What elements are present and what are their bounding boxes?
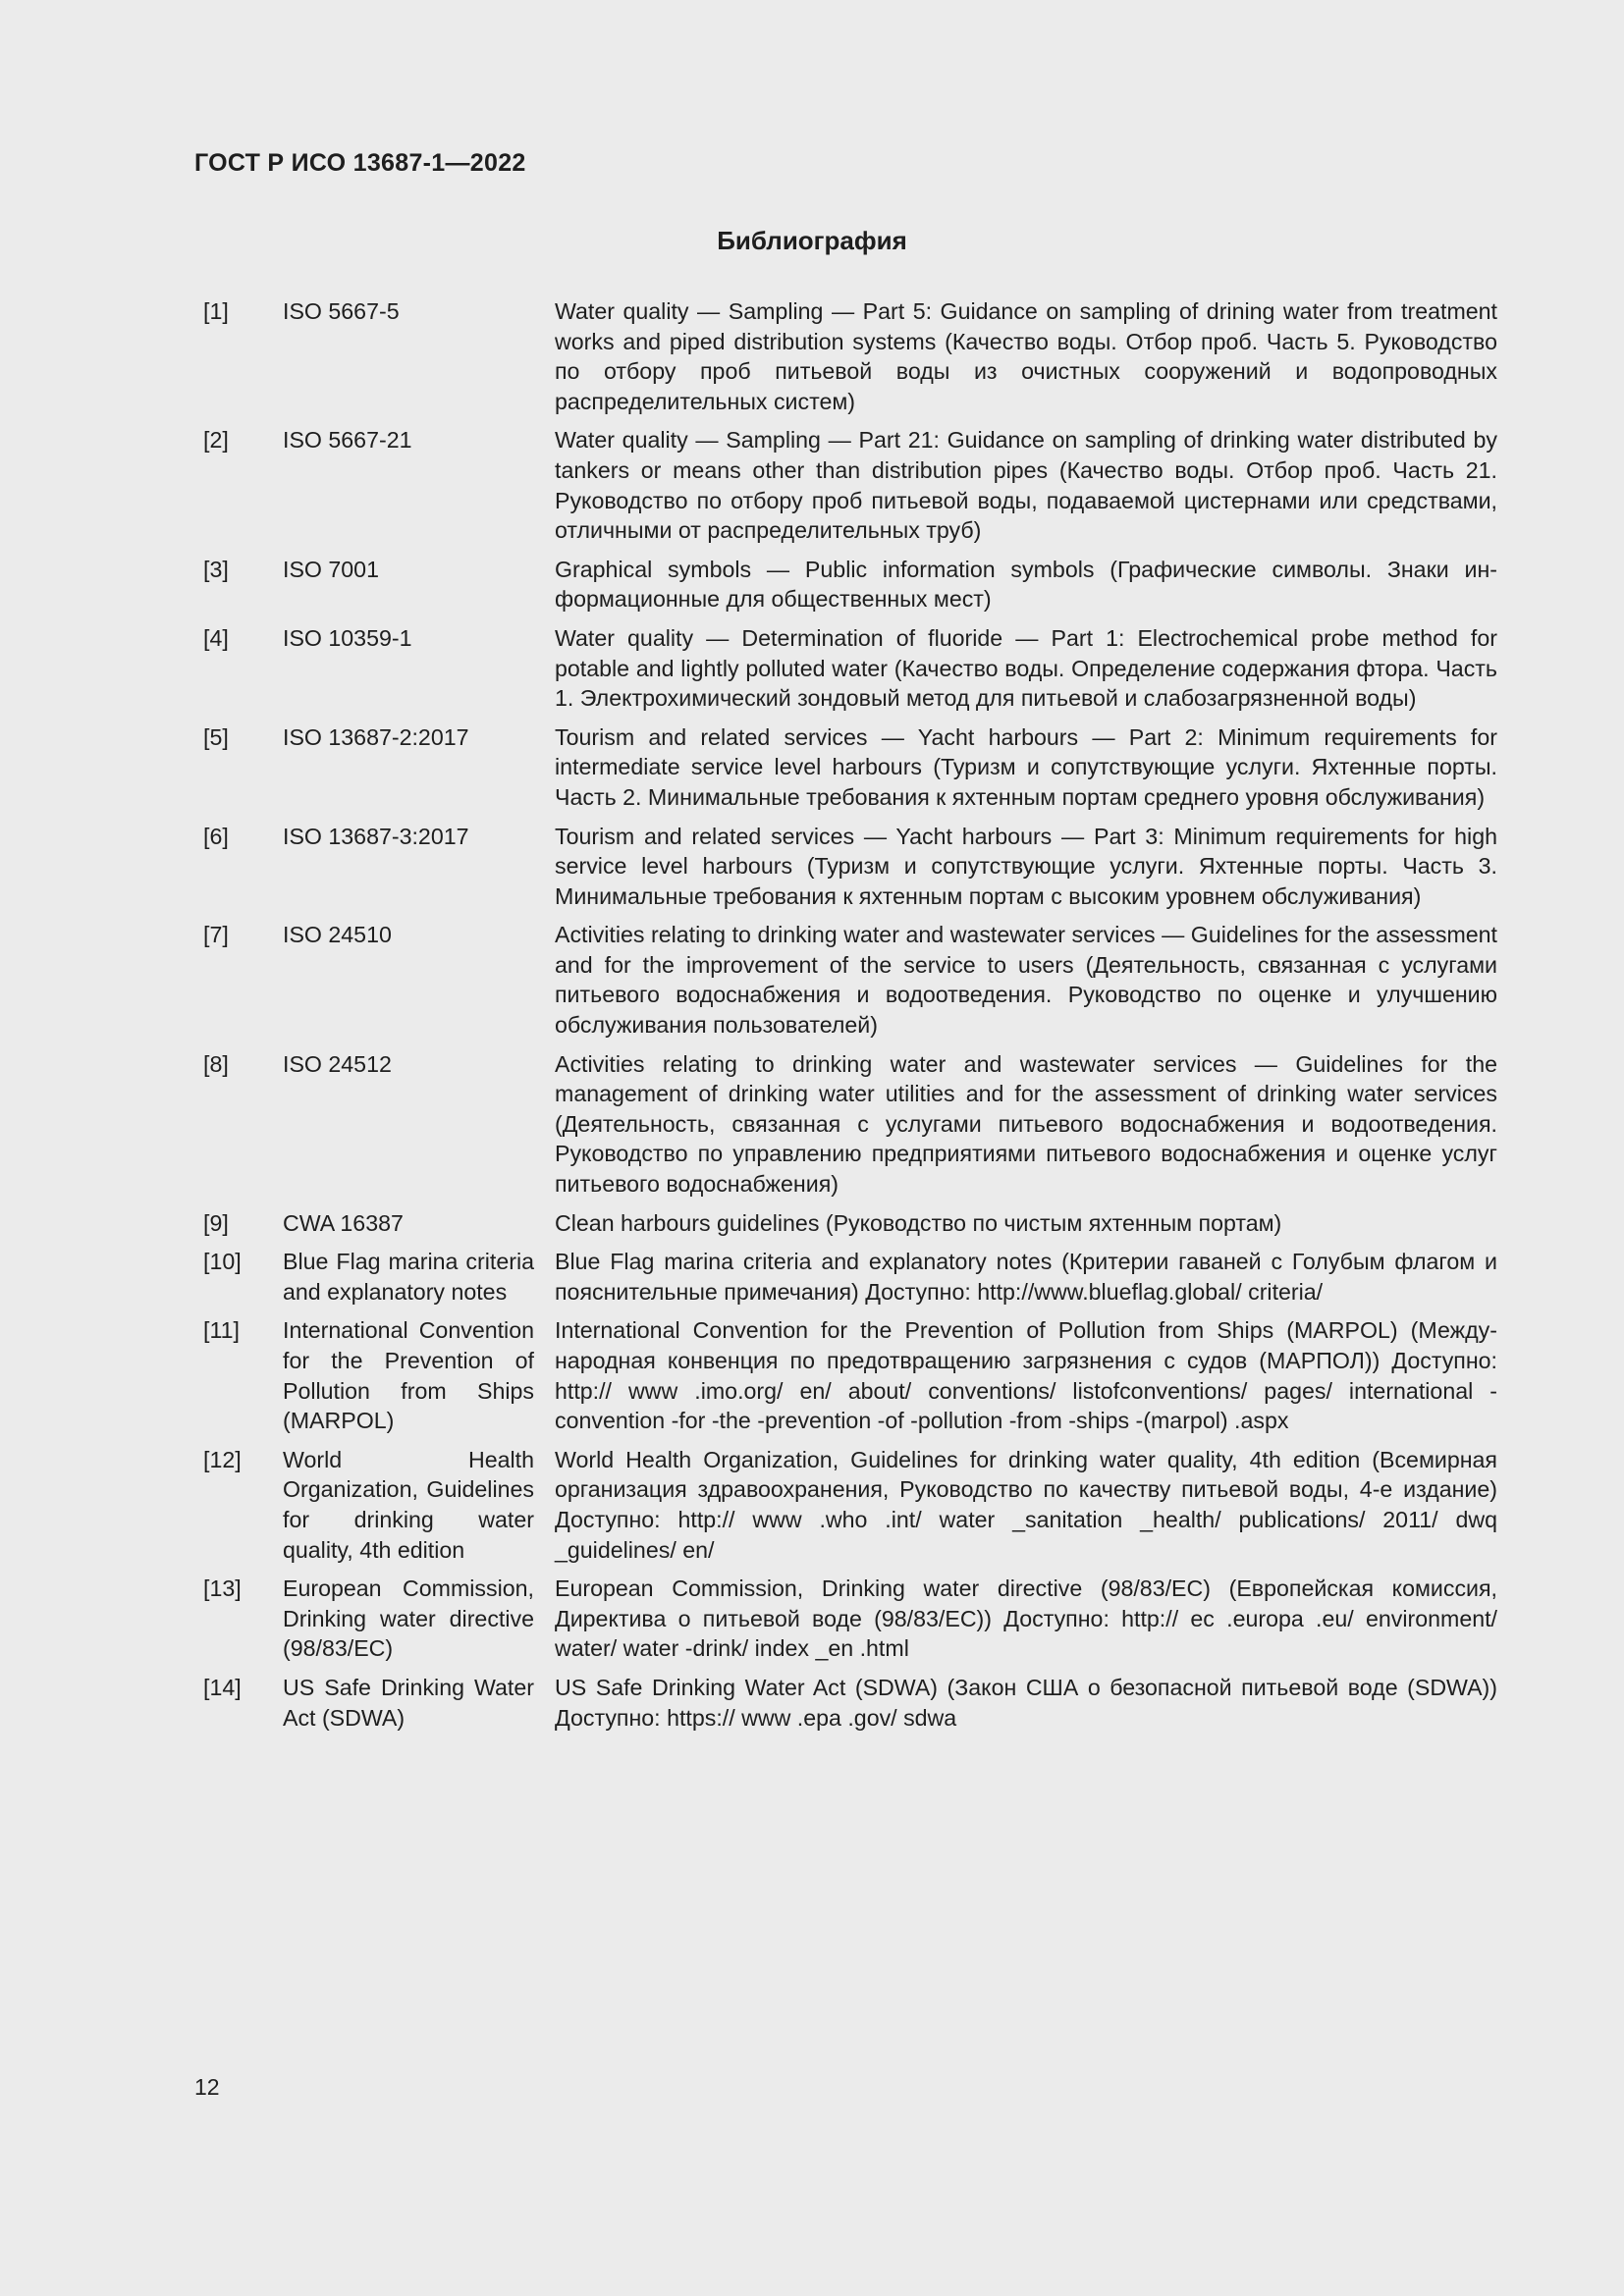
entry-number: [9] — [203, 1209, 229, 1236]
entry-description: Clean harbours guidelines (Руководство по чистым яхтенным портам) — [555, 1209, 1282, 1236]
entry-reference: ISO 24510 — [283, 922, 392, 948]
entry-description: Water quality — Sampling — Part 5: Guidance on sampling of drining water from treatment works and piped distribution systems (Качество воды. Отбор проб. Часть 5. Руководство по отбору проб питьевой воды из очистных сооружений и водопроводных распределительных систем) — [555, 298, 1497, 414]
entry-reference: ISO 5667-5 — [283, 298, 400, 324]
entry-number: [3] — [203, 556, 229, 582]
entry-reference: US Safe Drinking Water Act (SDWA) — [283, 1674, 534, 1731]
entry-number: [2] — [203, 427, 229, 454]
entry-description: Tourism and related services — Yacht harbours — Part 2: Minimum requirements for intermediate service level harbours (Туризм и сопутствующие услуги. Яхтенные порты. Часть 2. Минимальные требования к яхтенным портам среднего уровня обслуживания) — [555, 723, 1497, 810]
entry-number: [8] — [203, 1050, 229, 1077]
entry-reference: CWA 16387 — [283, 1209, 404, 1236]
entry-description: International Convention for the Prevention of Pollution from Ships (MARPOL) (Международная конвенция по предотвращению загрязнения с судов (МАРПОЛ)) Доступно: http:// www .imo.org/ en/ about/ conventions/ listofconventions/ pages/ international -convention -for -the -prevention -of -pollution -from -ships -(marpol) .aspx — [555, 1317, 1497, 1434]
bibliography-entry-3 — [203, 555, 1497, 614]
entry-number: [13] — [203, 1575, 242, 1602]
entry-number: [6] — [203, 823, 229, 849]
bibliography-entry-13 — [203, 1574, 1497, 1664]
entry-number: [5] — [203, 723, 229, 750]
entry-reference: ISO 7001 — [283, 556, 379, 582]
entry-description: Blue Flag marina criteria and explanatory notes (Критерии гаваней с Голубым флагом и пояснительные примечания) Доступно: http://www.blueflag.global/ criteria/ — [555, 1249, 1497, 1305]
bibliography-entry-10 — [203, 1247, 1497, 1307]
bibliography-entry-11 — [203, 1315, 1497, 1435]
bibliography-entry-14 — [203, 1673, 1497, 1733]
entry-description: Activities relating to drinking water and wastewater services — Guidelines for the assessment and for the improvement of the service to users (Деятельность, связанная с услугами питьевого водоснабжения и водоотведения. Руководство по оценке и улучшению обслуживания пользователей) — [555, 922, 1497, 1039]
entry-description: Tourism and related services — Yacht harbours — Part 3: Minimum requirements for high service level harbours (Туризм и сопутствующие услуги. Яхтенные порты. Часть 3. Минимальные требования к яхтенным портам с высоким уровнем обслуживания) — [555, 823, 1497, 909]
entry-number: [11] — [203, 1317, 240, 1344]
entry-reference: ISO 24512 — [283, 1050, 392, 1077]
entry-reference: World Health Organization, Guidelines for drinking water quality, 4th edition — [283, 1446, 534, 1563]
bibliography-entry-2 — [203, 425, 1497, 545]
section-title: Библиография — [717, 226, 907, 255]
page-number: 12 — [194, 2074, 220, 2100]
entry-description: European Commission, Drinking water directive (98/83/EC) (Европейская комиссия, Директива о питьевой воде (98/83/EC)) Доступно: http:// ec .europa .eu/ environment/ water/ water -drink/ index _en .html — [555, 1575, 1497, 1662]
entry-reference: International Convention for the Prevention of Pollution from Ships (MARPOL) — [283, 1317, 534, 1434]
bibliography-entry-12 — [203, 1445, 1497, 1565]
entry-description: World Health Organization, Guidelines for drinking water quality, 4th edition (Всемирная организация здравоохранения, Руководство по качеству питьевой воды, 4-е издание) Доступно: http:// www .who .int/ water _sanitation _health/ publications/ 2011/ dwq _guidelines/ en/ — [555, 1446, 1497, 1563]
entry-reference: ISO 13687-2:2017 — [283, 723, 469, 750]
bibliography-entry-1 — [203, 296, 1497, 416]
entry-number: [10] — [203, 1249, 242, 1275]
bibliography-entry-4 — [203, 623, 1497, 714]
entry-description: US Safe Drinking Water Act (SDWA) (Закон США о безопасной питьевой воде (SDWA)) Доступно: https:// www .epa .gov/ sdwa — [555, 1674, 1497, 1731]
entry-number: [4] — [203, 624, 229, 651]
entry-reference: ISO 5667-21 — [283, 427, 412, 454]
bibliography-entry-8 — [203, 1049, 1497, 1200]
entry-description: Activities relating to drinking water and wastewater services — Guidelines for the management of drinking water utilities and for the assessment of drinking water services (Деятельность, связанная с услугами питьевого водоснабжения и водоотведения. Руководство по управлению предприятиями питьевого водоснабжения и оценке услуг питьевого водоснабжения) — [555, 1050, 1497, 1198]
bibliography-entry-6 — [203, 822, 1497, 912]
entry-description: Water quality — Sampling — Part 21: Guidance on sampling of drinking water distributed by tankers or means other than distribution pipes (Качество воды. Отбор проб. Часть 21. Руководство по отбору проб питьевой воды, подаваемой цистернами или средствами, отличными от распределительных труб) — [555, 427, 1497, 544]
entry-reference: Blue Flag marina criteria and explanatory notes — [283, 1249, 534, 1305]
entry-description: Water quality — Determination of fluoride — Part 1: Electrochemical probe method for potable and lightly polluted water (Качество воды. Определение содержания фтора. Часть 1. Электрохимический зондовый метод для питьевой и слабозагрязненной воды) — [555, 624, 1497, 712]
entry-number: [1] — [203, 298, 229, 324]
entry-number: [12] — [203, 1446, 242, 1472]
bibliography-list — [203, 296, 1497, 1741]
bibliography-entry-7 — [203, 920, 1497, 1040]
entry-description: Graphical symbols — Public information symbols (Графические символы. Знаки информационные для общественных мест) — [555, 556, 1497, 613]
entry-reference: European Commission, Drinking water directive (98/83/EC) — [283, 1575, 534, 1662]
entry-reference: ISO 10359-1 — [283, 624, 412, 651]
document-header: ГОСТ Р ИСО 13687-1—2022 — [194, 149, 526, 177]
entry-number: [7] — [203, 922, 229, 948]
entry-reference: ISO 13687-3:2017 — [283, 823, 469, 849]
bibliography-entry-5 — [203, 722, 1497, 813]
bibliography-entry-9 — [203, 1208, 1497, 1239]
entry-number: [14] — [203, 1674, 242, 1700]
